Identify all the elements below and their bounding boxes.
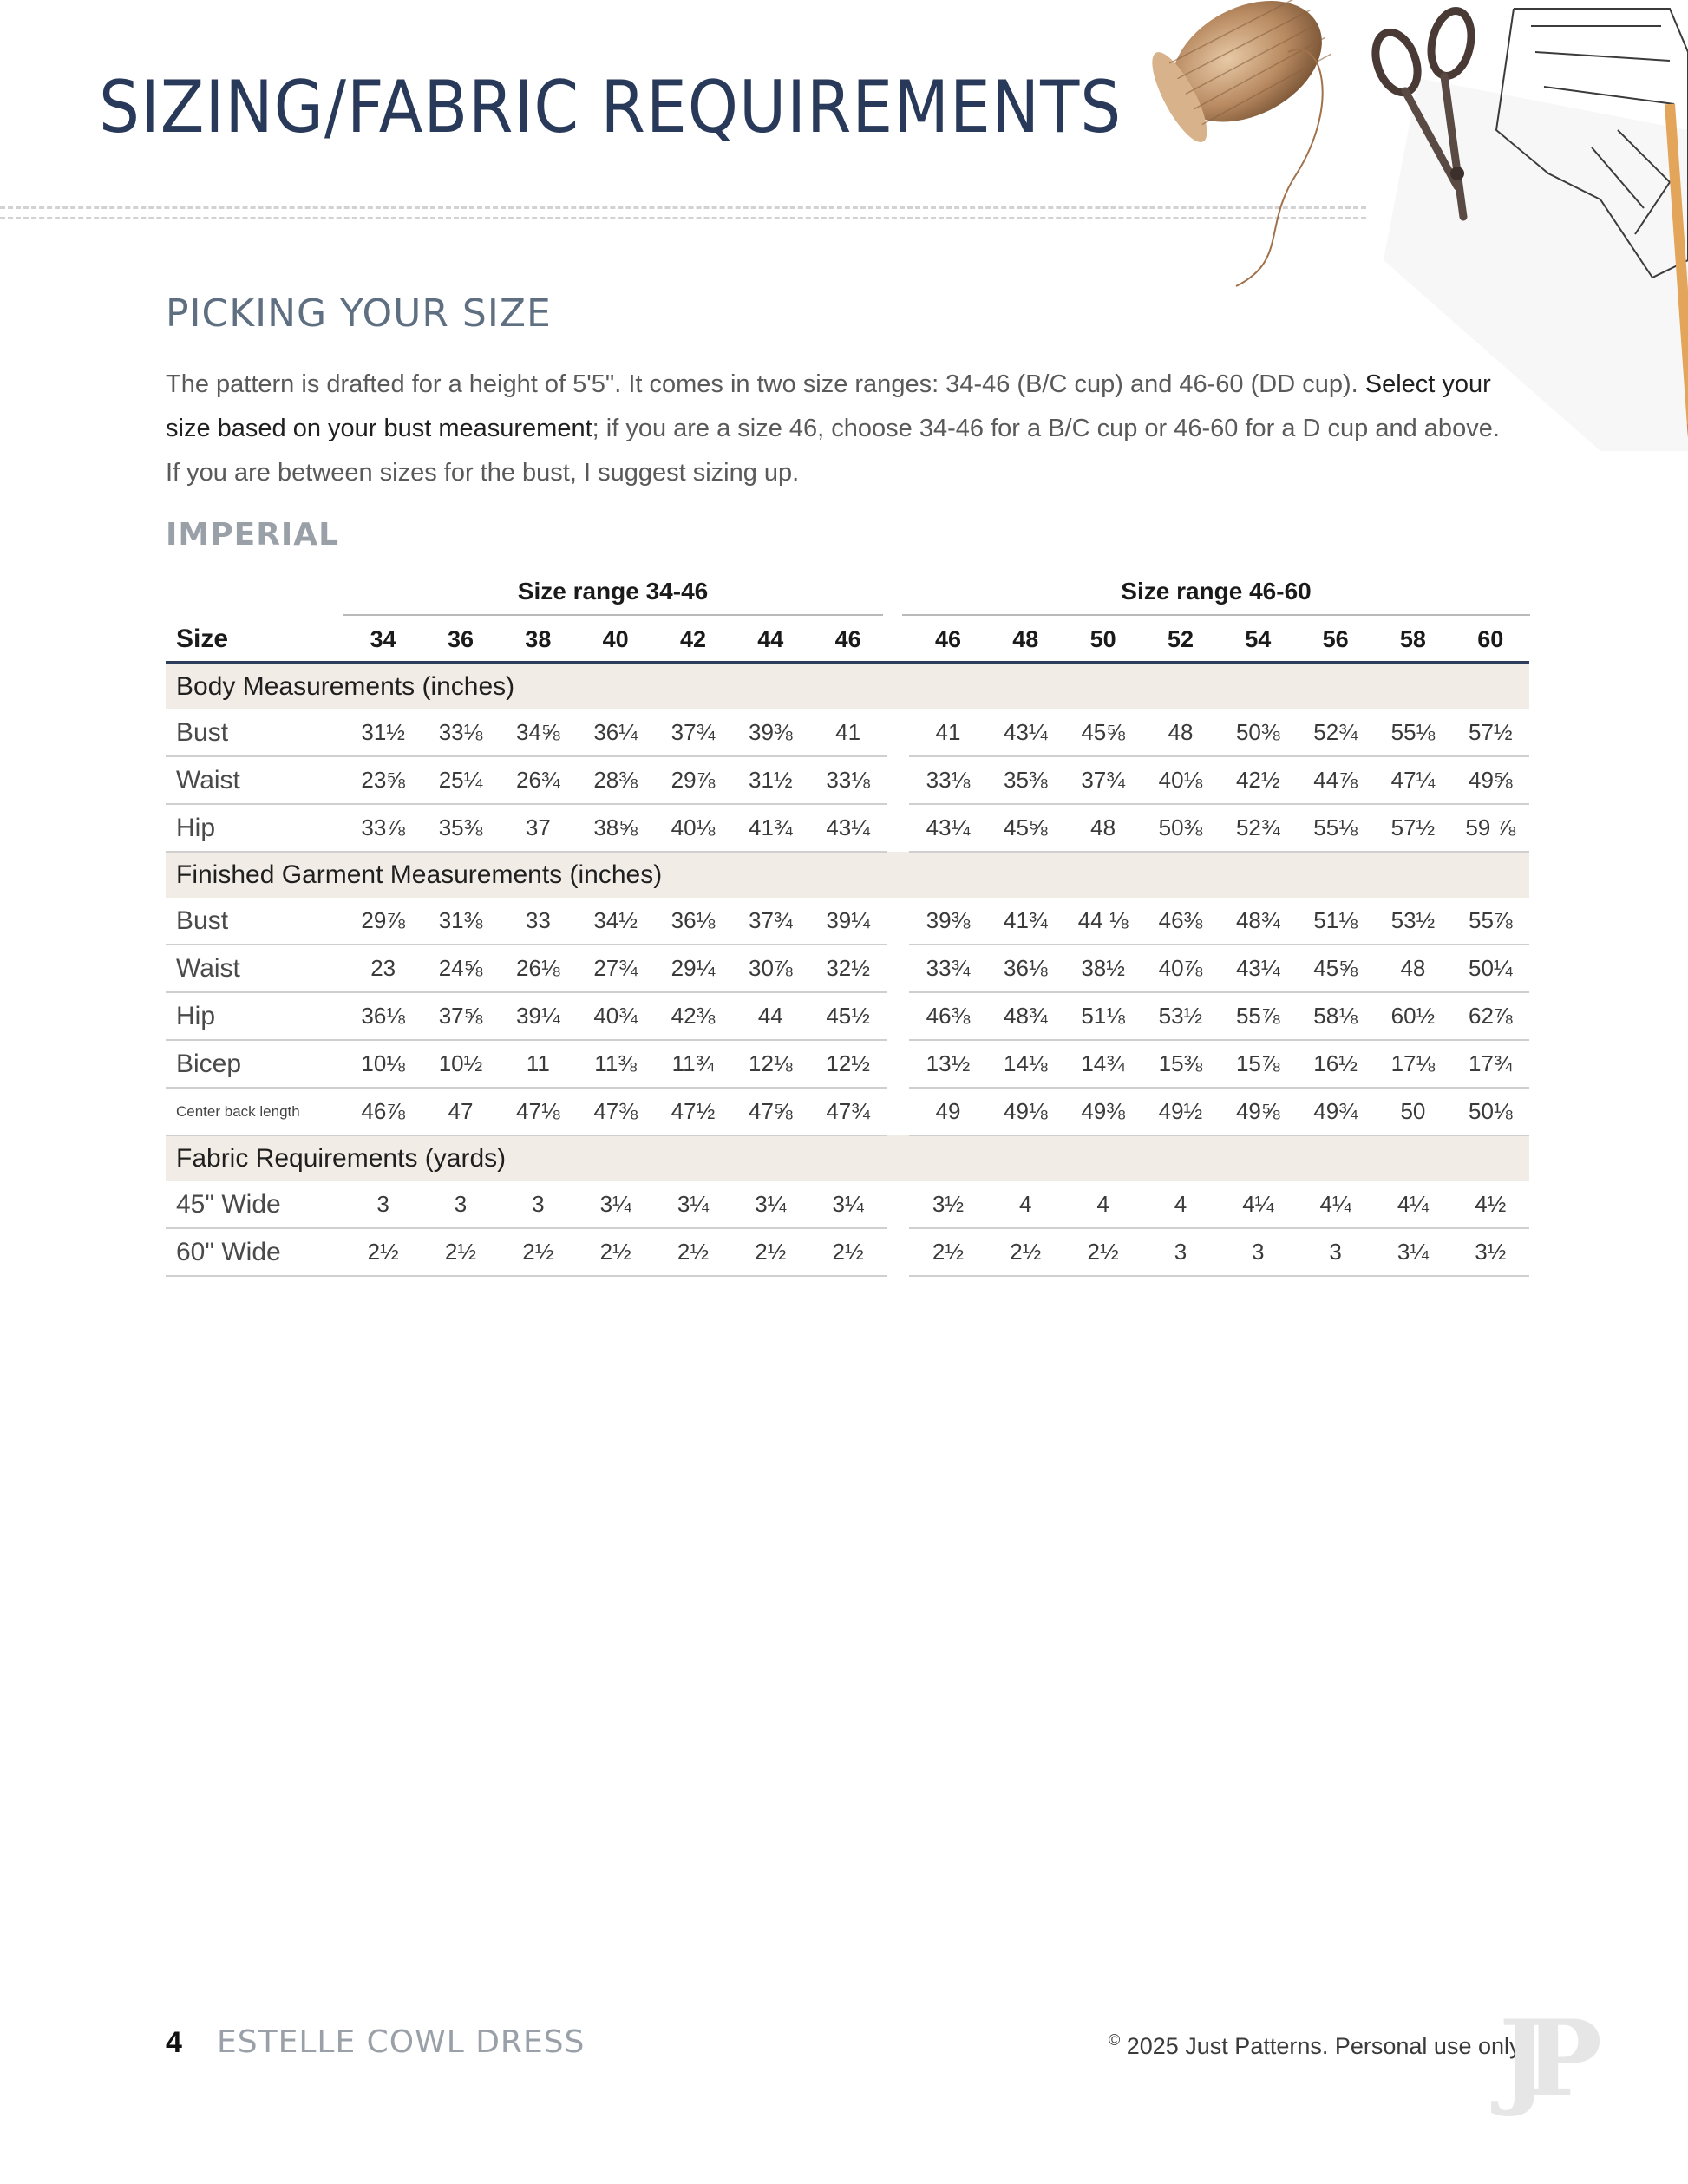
measurement-value: 49⅜ — [1064, 1088, 1142, 1135]
measurement-value: 45⅝ — [1064, 709, 1142, 756]
measurement-value: 34⅝ — [500, 709, 577, 756]
measurement-value: 49⅛ — [987, 1088, 1064, 1135]
measurement-value: 37¾ — [732, 898, 809, 945]
size-header-cell: 46 — [809, 618, 887, 663]
size-header-cell: 50 — [1064, 618, 1142, 663]
measurement-value: 3 — [500, 1181, 577, 1228]
intro-text: ; if you are a size 46, choose 34-46 for a B/C cup or 46-60 for a D cup and above. If you are between sizes for the bust, I suggest sizing up. — [166, 415, 1500, 487]
measurement-value: 12½ — [809, 1040, 887, 1088]
measurement-value: 45½ — [809, 992, 887, 1040]
measurement-value: 3¼ — [1374, 1228, 1451, 1276]
column-gap — [887, 1181, 909, 1228]
copyright-symbol: © — [1108, 2031, 1121, 2049]
column-gap — [887, 709, 909, 756]
column-gap — [887, 945, 909, 992]
column-gap — [887, 1088, 909, 1135]
measurement-value: 28⅜ — [577, 756, 654, 804]
measurement-value: 58⅛ — [1297, 992, 1374, 1040]
size-header-cell: 38 — [500, 618, 577, 663]
measurement-value: 3½ — [1452, 1228, 1529, 1276]
intro-paragraph — [166, 363, 1519, 495]
section-title: PICKING YOUR SIZE — [166, 291, 552, 336]
measurement-value: 11 — [500, 1040, 577, 1088]
measurement-value: 33⅛ — [422, 709, 499, 756]
measurement-value: 4 — [987, 1181, 1064, 1228]
measurement-value: 43¼ — [809, 804, 887, 852]
measurement-value: 49⅝ — [1452, 756, 1529, 804]
measurement-value: 49 — [909, 1088, 986, 1135]
measurement-value: 39⅜ — [909, 898, 986, 945]
thread-spool — [1141, 0, 1343, 152]
measurement-value: 51⅛ — [1064, 992, 1142, 1040]
size-header-row — [166, 618, 1529, 663]
measurement-label: Hip — [166, 804, 344, 852]
measurement-value: 51⅛ — [1297, 898, 1374, 945]
measurement-value: 3½ — [909, 1181, 986, 1228]
measurement-value: 48 — [1142, 709, 1219, 756]
measurement-value: 50⅜ — [1142, 804, 1219, 852]
measurement-value: 59 ⅞ — [1452, 804, 1529, 852]
measurement-value: 41¾ — [987, 898, 1064, 945]
measurement-value: 39⅜ — [732, 709, 809, 756]
size-header-cell: 42 — [654, 618, 731, 663]
measurement-value: 40¾ — [577, 992, 654, 1040]
measurement-value: 4¼ — [1220, 1181, 1297, 1228]
column-gap — [887, 992, 909, 1040]
measurement-value: 33⅛ — [809, 756, 887, 804]
measurement-row — [166, 1040, 1529, 1088]
measurement-value: 47⅜ — [577, 1088, 654, 1135]
measurement-value: 29⅞ — [344, 898, 422, 945]
measurement-value: 32½ — [809, 945, 887, 992]
measurement-value: 42½ — [1220, 756, 1297, 804]
measurement-row — [166, 898, 1529, 945]
size-range-b-heading: Size range 46-60 — [902, 576, 1530, 616]
size-header-cell: 40 — [577, 618, 654, 663]
measurement-value: 36⅛ — [654, 898, 731, 945]
column-gap — [887, 756, 909, 804]
measurement-value: 38⅝ — [577, 804, 654, 852]
measurement-value: 50 — [1374, 1088, 1451, 1135]
measurement-value: 3 — [1297, 1228, 1374, 1276]
measurement-row — [166, 945, 1529, 992]
measurement-value: 2½ — [577, 1228, 654, 1276]
measurement-value: 2½ — [809, 1228, 887, 1276]
column-gap — [887, 618, 909, 663]
measurement-value: 4¼ — [1374, 1181, 1451, 1228]
measurement-value: 46⅞ — [344, 1088, 422, 1135]
measurement-value: 3 — [422, 1181, 499, 1228]
measurement-value: 13½ — [909, 1040, 986, 1088]
measurement-value: 45⅝ — [1297, 945, 1374, 992]
measurement-value: 10⅛ — [344, 1040, 422, 1088]
measurement-label: Center back length — [166, 1088, 344, 1135]
measurement-value: 4 — [1142, 1181, 1219, 1228]
measurement-value: 40⅛ — [654, 804, 731, 852]
measurement-value: 33⅛ — [909, 756, 986, 804]
measurement-value: 16½ — [1297, 1040, 1374, 1088]
copyright — [1109, 2031, 1526, 2060]
measurement-value: 29¼ — [654, 945, 731, 992]
measurement-value: 55⅛ — [1374, 709, 1451, 756]
measurement-value: 31½ — [344, 709, 422, 756]
pattern-name: ESTELLE COWL DRESS — [217, 2024, 586, 2060]
measurement-value: 3 — [1142, 1228, 1219, 1276]
intro-bold-text: Select your size based on your bust measurement — [166, 370, 1491, 442]
measurement-value: 52¾ — [1220, 804, 1297, 852]
measurement-value: 50⅛ — [1452, 1088, 1529, 1135]
size-header-label: Size — [166, 618, 344, 663]
measurement-label: Waist — [166, 945, 344, 992]
measurement-value: 35⅜ — [987, 756, 1064, 804]
measurement-value: 44 — [732, 992, 809, 1040]
measurement-value: 46⅜ — [1142, 898, 1219, 945]
measurement-value: 36⅛ — [344, 992, 422, 1040]
measurement-value: 10½ — [422, 1040, 499, 1088]
measurement-value: 37¾ — [654, 709, 731, 756]
measurement-value: 3 — [344, 1181, 422, 1228]
measurement-value: 47 — [422, 1088, 499, 1135]
measurement-value: 17¾ — [1452, 1040, 1529, 1088]
category-title: Finished Garment Measurements (inches) — [166, 852, 1529, 898]
measurement-value: 37 — [500, 804, 577, 852]
measurement-value: 39¼ — [809, 898, 887, 945]
page-title: SIZING/FABRIC REQUIREMENTS — [99, 66, 1122, 150]
measurement-value: 3 — [1220, 1228, 1297, 1276]
imperial-title: IMPERIAL — [166, 517, 340, 553]
measurement-label: Bust — [166, 709, 344, 756]
measurement-value: 4¼ — [1297, 1181, 1374, 1228]
measurement-value: 14¾ — [1064, 1040, 1142, 1088]
measurement-value: 17⅛ — [1374, 1040, 1451, 1088]
size-header-cell: 34 — [344, 618, 422, 663]
measurement-value: 43¼ — [909, 804, 986, 852]
measurement-value: 31½ — [732, 756, 809, 804]
measurement-value: 45⅝ — [987, 804, 1064, 852]
measurement-value: 15⅜ — [1142, 1040, 1219, 1088]
measurement-value: 49½ — [1142, 1088, 1219, 1135]
measurement-value: 41 — [809, 709, 887, 756]
measurement-value: 2½ — [1064, 1228, 1142, 1276]
measurement-value: 48 — [1064, 804, 1142, 852]
measurement-label: Bicep — [166, 1040, 344, 1088]
measurement-value: 27¾ — [577, 945, 654, 992]
measurement-value: 33¾ — [909, 945, 986, 992]
measurement-row — [166, 1181, 1529, 1228]
measurement-value: 55⅞ — [1452, 898, 1529, 945]
measurement-value: 60½ — [1374, 992, 1451, 1040]
measurement-value: 15⅞ — [1220, 1040, 1297, 1088]
size-header-cell: 48 — [987, 618, 1064, 663]
measurement-value: 48¾ — [1220, 898, 1297, 945]
measurement-label: Waist — [166, 756, 344, 804]
measurement-value: 11⅜ — [577, 1040, 654, 1088]
measurement-value: 53½ — [1142, 992, 1219, 1040]
measurement-row — [166, 804, 1529, 852]
measurement-value: 49¾ — [1297, 1088, 1374, 1135]
measurement-value: 11¾ — [654, 1040, 731, 1088]
measurement-row — [166, 756, 1529, 804]
measurement-value: 41¾ — [732, 804, 809, 852]
measurement-row — [166, 709, 1529, 756]
measurement-label: Bust — [166, 898, 344, 945]
measurement-value: 37¾ — [1064, 756, 1142, 804]
measurement-value: 2½ — [654, 1228, 731, 1276]
category-row — [166, 852, 1529, 898]
measurement-value: 40⅞ — [1142, 945, 1219, 992]
size-header-cell: 56 — [1297, 618, 1374, 663]
measurement-label: 60" Wide — [166, 1228, 344, 1276]
measurement-value: 23⅝ — [344, 756, 422, 804]
measurement-row — [166, 992, 1529, 1040]
measurement-value: 57½ — [1452, 709, 1529, 756]
measurement-value: 26¾ — [500, 756, 577, 804]
measurement-label: 45" Wide — [166, 1181, 344, 1228]
size-header-cell: 46 — [909, 618, 986, 663]
size-header-cell: 52 — [1142, 618, 1219, 663]
intro-text: The pattern is drafted for a height of 5'5". It comes in two size ranges: 34-46 (B/C cup) and 46-60 (DD cup). — [166, 370, 1365, 398]
category-row — [166, 1135, 1529, 1181]
size-header-cell: 54 — [1220, 618, 1297, 663]
measurement-value: 3¼ — [809, 1181, 887, 1228]
measurement-value: 47¼ — [1374, 756, 1451, 804]
measurement-row — [166, 1088, 1529, 1135]
measurement-value: 46⅜ — [909, 992, 986, 1040]
measurement-value: 2½ — [344, 1228, 422, 1276]
measurement-value: 50⅜ — [1220, 709, 1297, 756]
measurement-value: 12⅛ — [732, 1040, 809, 1088]
measurement-value: 26⅛ — [500, 945, 577, 992]
measurement-value: 2½ — [732, 1228, 809, 1276]
size-header-cell: 36 — [422, 618, 499, 663]
category-row — [166, 663, 1529, 709]
measurement-row — [166, 1228, 1529, 1276]
measurement-value: 62⅞ — [1452, 992, 1529, 1040]
measurement-value: 47¾ — [809, 1088, 887, 1135]
measurement-value: 55⅞ — [1220, 992, 1297, 1040]
measurement-value: 36¼ — [577, 709, 654, 756]
measurement-value: 47⅝ — [732, 1088, 809, 1135]
measurement-value: 37⅝ — [422, 992, 499, 1040]
measurement-value: 35⅜ — [422, 804, 499, 852]
measurement-value: 24⅝ — [422, 945, 499, 992]
measurement-value: 41 — [909, 709, 986, 756]
measurement-value: 57½ — [1374, 804, 1451, 852]
size-header-cell: 58 — [1374, 618, 1451, 663]
measurement-value: 38½ — [1064, 945, 1142, 992]
measurement-value: 23 — [344, 945, 422, 992]
page-number: 4 — [166, 2026, 182, 2059]
measurement-value: 14⅛ — [987, 1040, 1064, 1088]
size-header-cell: 60 — [1452, 618, 1529, 663]
measurement-value: 55⅛ — [1297, 804, 1374, 852]
measurement-value: 47⅛ — [500, 1088, 577, 1135]
measurement-value: 47½ — [654, 1088, 731, 1135]
measurement-value: 3¼ — [577, 1181, 654, 1228]
measurement-value: 50¼ — [1452, 945, 1529, 992]
measurement-value: 39¼ — [500, 992, 577, 1040]
category-title: Body Measurements (inches) — [166, 663, 1529, 709]
measurement-value: 2½ — [500, 1228, 577, 1276]
column-gap — [887, 898, 909, 945]
measurement-value: 30⅞ — [732, 945, 809, 992]
measurement-value: 4½ — [1452, 1181, 1529, 1228]
measurement-value: 34½ — [577, 898, 654, 945]
measurement-value: 52¾ — [1297, 709, 1374, 756]
measurement-value: 33⅞ — [344, 804, 422, 852]
measurement-value: 36⅛ — [987, 945, 1064, 992]
measurement-value: 29⅞ — [654, 756, 731, 804]
measurement-value: 48 — [1374, 945, 1451, 992]
measurement-value: 48¾ — [987, 992, 1064, 1040]
column-gap — [887, 1040, 909, 1088]
size-range-a-heading: Size range 34-46 — [343, 576, 883, 616]
measurement-value: 4 — [1064, 1181, 1142, 1228]
category-title: Fabric Requirements (yards) — [166, 1135, 1529, 1181]
measurement-value: 40⅛ — [1142, 756, 1219, 804]
measurement-value: 33 — [500, 898, 577, 945]
size-header-cell: 44 — [732, 618, 809, 663]
measurement-value: 3¼ — [654, 1181, 731, 1228]
copyright-text: 2025 Just Patterns. Personal use only. — [1120, 2033, 1526, 2059]
measurement-value: 49⅝ — [1220, 1088, 1297, 1135]
measurement-value: 2½ — [987, 1228, 1064, 1276]
measurement-value: 42⅜ — [654, 992, 731, 1040]
measurement-value: 31⅜ — [422, 898, 499, 945]
size-table — [166, 618, 1529, 1277]
measurement-label: Hip — [166, 992, 344, 1040]
measurement-value: 44 ⅛ — [1064, 898, 1142, 945]
measurement-value: 43¼ — [987, 709, 1064, 756]
measurement-value: 25¼ — [422, 756, 499, 804]
measurement-value: 2½ — [909, 1228, 986, 1276]
measurement-value: 43¼ — [1220, 945, 1297, 992]
brand-logo: JP — [1499, 1998, 1579, 2120]
measurement-value: 44⅞ — [1297, 756, 1374, 804]
measurement-value: 3¼ — [732, 1181, 809, 1228]
column-gap — [887, 804, 909, 852]
measurement-value: 2½ — [422, 1228, 499, 1276]
measurement-value: 53½ — [1374, 898, 1451, 945]
column-gap — [887, 1228, 909, 1276]
